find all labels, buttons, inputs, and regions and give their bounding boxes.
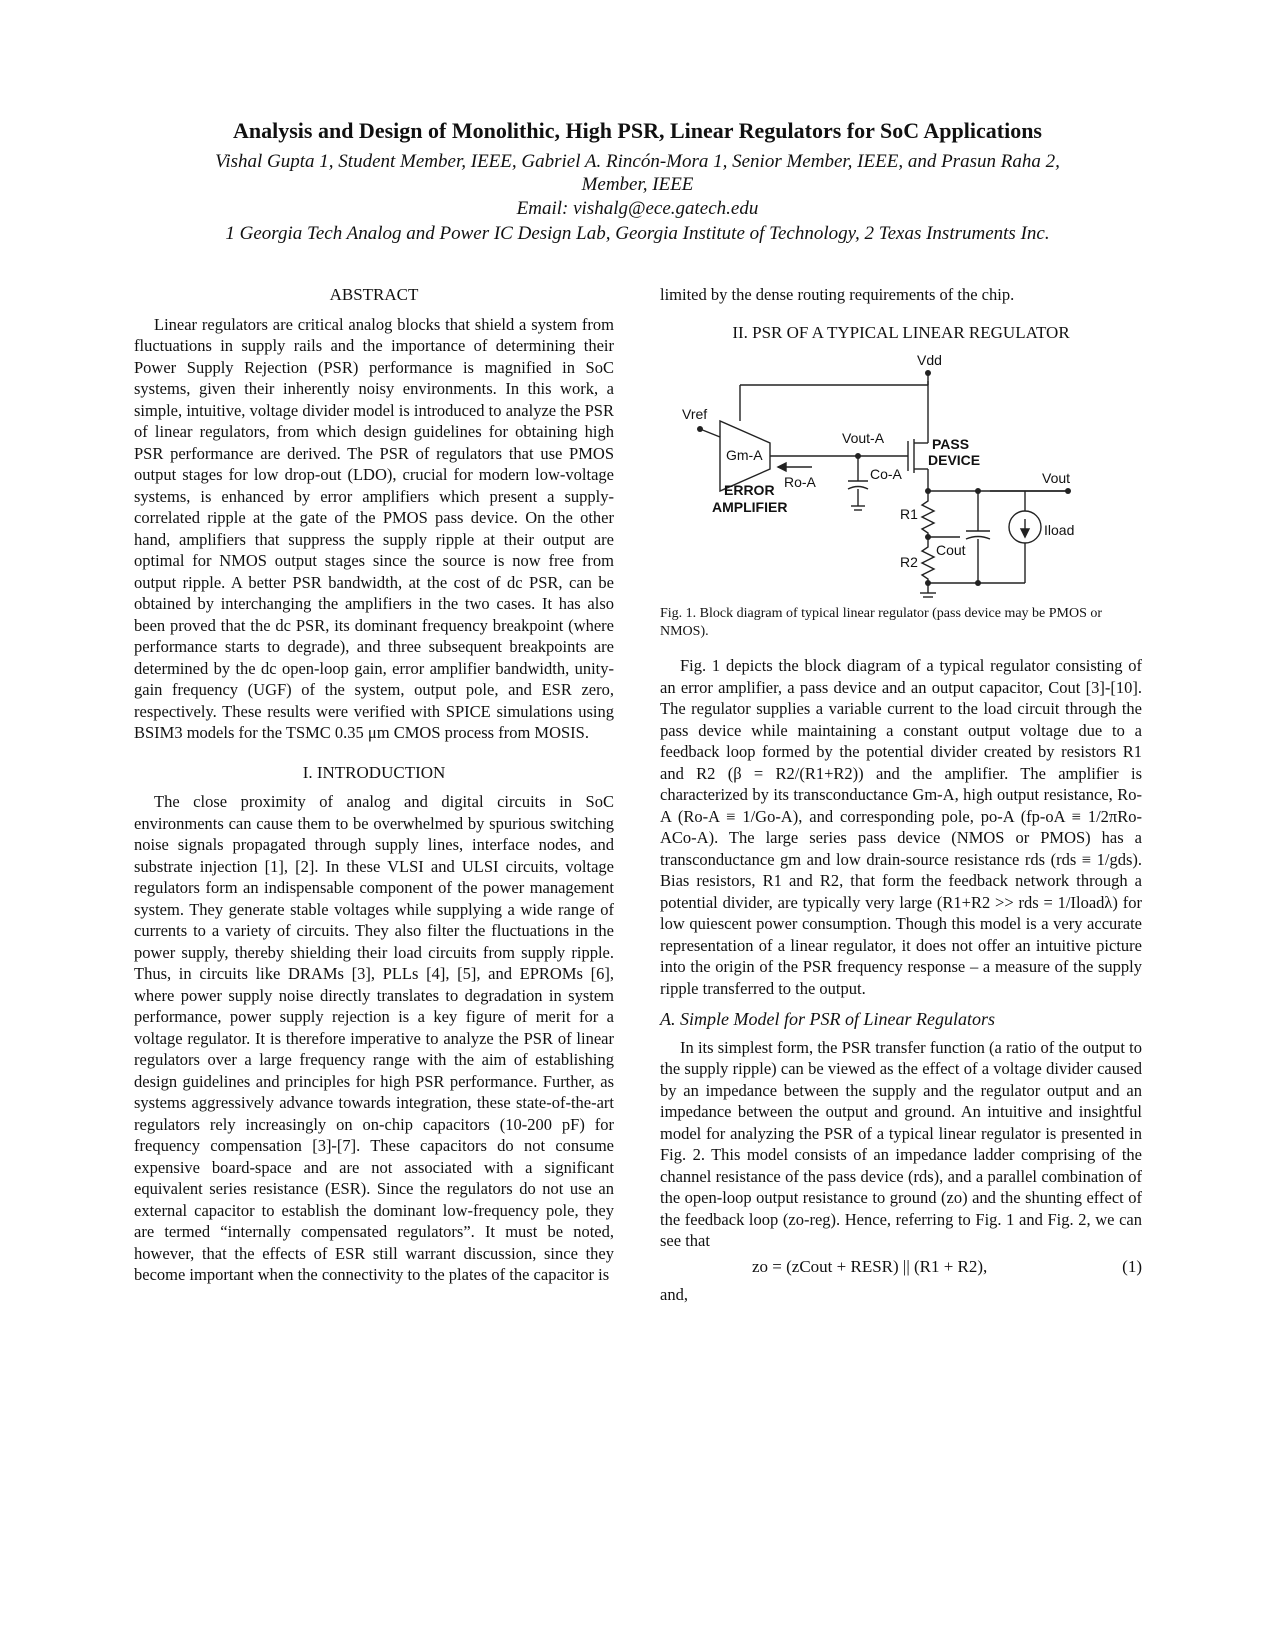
equation-1-number: (1)	[1122, 1256, 1142, 1276]
after-equation-text: and,	[660, 1284, 688, 1304]
label-vout-a: Vout-A	[842, 430, 885, 446]
left-column	[134, 284, 614, 1286]
subsection-a-heading: A. Simple Model for PSR of Linear Regulators	[660, 1009, 995, 1029]
right-column	[660, 284, 1142, 1305]
author-line-1: Vishal Gupta 1, Student Member, IEEE, Gabriel A. Rincón-Mora 1, Senior Member, IEEE, and Prasun Raha 2,	[215, 151, 1060, 173]
label-cout: Cout	[936, 542, 966, 558]
label-error: ERROR	[724, 482, 775, 498]
equation-1	[660, 1254, 1142, 1282]
label-vref: Vref	[682, 406, 708, 422]
section2-heading: II. PSR OF A TYPICAL LINEAR REGULATOR	[732, 322, 1070, 342]
label-co-a: Co-A	[870, 466, 902, 482]
label-gma: Gm-A	[726, 447, 763, 463]
label-amplifier: AMPLIFIER	[712, 499, 788, 515]
paper-title: Analysis and Design of Monolithic, High PSR, Linear Regulators for SoC Applications	[232, 118, 1042, 143]
abstract-text: Linear regulators are critical analog blocks that shield a system from fluctuations in supply rails and the importance of determining their Power Supply Rejection (PSR) performance is magnified in SoC systems, given their inherently noisy environments. In this work, a simple, intuitive, voltage divider model is introduced to analyze the PSR of linear regulators, from which design guidelines for obtaining high PSR performance are derived. The PSR of regulators that use PMOS output stages for low drop-out (LDO), crucial for modern low-voltage systems, is enhanced by error amplifiers which present a supply-correlated ripple at the gate of the PMOS pass device. On the other hand, amplifiers that suppress the supply ripple at their output are optimal for NMOS output stages since the source is now free from output ripple. A better PSR bandwidth, at the cost of dc PSR, can be obtained by interchanging the amplifiers in the two cases. It has also been proved that the dc PSR, its dominant frequency breakpoint (where performance starts to degrade), and three subsequent breakpoints are determined by the dc open-loop gain, error amplifier bandwidth, unity-gain frequency (UGF) of the system, output pole, and ESR zero, respectively. These results were verified with SPICE simulations using BSIM3 models for the TSMC 0.35 μm CMOS process from MOSIS.	[134, 314, 614, 742]
intro-continuation: limited by the dense routing requirements of the chip.	[660, 285, 1015, 304]
figure-1	[660, 351, 1142, 601]
section2-paragraph-1: Fig. 1 depicts the block diagram of a typical regulator consisting of an error amplifier, a pass device and an output capacitor, Cout [3]-[10]. The regulator supplies a variable current to the load circuit through the pass device while maintaining a constant output voltage due to a feedback loop formed by the potential divider created by resistors R1 and R2 (β = R2/(R1+R2)) and the amplifier. The amplifier is characterized by its transconductance Gm-A, high output resistance, Ro-A (Ro-A ≡ 1/Go-A), and corresponding pole, po-A (fp-oA ≡ 1/2πRo-ACo-A). The large series pass device (NMOS or PMOS) has a transconductance gm and low drain-source resistance rds (rds ≡ 1/gds). Bias resistors, R1 and R2, that form the feedback network through a potential divider, are typically very large (R1+R2 >> rds = 1/Iloadλ) for low quiescent power consumption. Though this model is a very accurate representation of a linear regulator, it does not offer an intuitive picture into the origin of the PSR frequency response – a measure of the supply ripple transferred to the output.	[660, 656, 1142, 998]
label-ro-a: Ro-A	[784, 474, 816, 490]
label-r1: R1	[900, 506, 918, 522]
intro-heading: I. INTRODUCTION	[302, 762, 446, 782]
label-iload: Iload	[1044, 522, 1075, 538]
label-pass: PASS	[932, 436, 970, 452]
label-device: DEVICE	[928, 452, 981, 468]
label-vout: Vout	[1042, 470, 1071, 486]
paper-header	[60, 118, 1215, 245]
contact-email: Email: vishalg@ece.gatech.edu	[516, 198, 759, 220]
author-line-2: Member, IEEE	[581, 174, 694, 196]
section2-paragraph-2: In its simplest form, the PSR transfer function (a ratio of the output to the supply ripple) can be viewed as the effect of a voltage divider caused by an impedance between the supply and the regulator output and an impedance between the output and ground. An intuitive and insightful model for analyzing the PSR of a typical linear regulator is presented in Fig. 2. This model consists of an impedance ladder comprising of the channel resistance of the pass device (rds), and a parallel combination of the open-loop output resistance to ground (zo) and the shunting effect of the feedback loop (zo-reg). Hence, referring to Fig. 1 and Fig. 2, we can see that	[660, 1037, 1142, 1250]
abstract-heading: ABSTRACT	[329, 285, 419, 304]
figure-1-caption: Fig. 1. Block diagram of typical linear regulator (pass device may be PMOS or NMOS).	[660, 606, 1103, 639]
label-vdd: Vdd	[917, 352, 942, 368]
label-r2: R2	[900, 554, 918, 570]
equation-1-body: zo = (zCout + RESR) || (R1 + R2),	[752, 1256, 988, 1276]
intro-text: The close proximity of analog and digital circuits in SoC environments can cause them to be overwhelmed by spurious switching noise signals propagated through supply lines, interface nodes, and substrate injection [1], [2]. In these VLSI and ULSI circuits, voltage regulators form an indispensable component of the power management system. They generate stable voltages while supplying a wide range of currents to a variety of circuits. They also filter the fluctuations in the power supply, thereby shielding their load circuits from supply ripple. Thus, in circuits like DRAMs [3], PLLs [4], [5], and EPROMs [6], where power supply noise directly translates to degradation in system performance, power supply rejection is a key figure of merit for a voltage regulator. It is therefore imperative to analyze the PSR of linear regulators over a large frequency range with the aim of establishing design guidelines and principles for high PSR performance. Further, as systems aggressively advance towards integration, these state-of-the-art regulators rely increasingly on on-chip capacitors (10-200 pF) for frequency compensation [3]-[7]. These capacitors do not consume expensive board-space and are not associated with a significant equivalent series resistance (ESR). Since the regulators do not use an external capacitor to establish the dominant low-frequency pole, they are termed “internally compensated regulators”. It must be noted, however, that the effects of ESR still warrant discussion, since they become important when the connectivity to the plates of the capacitor is	[134, 792, 614, 1284]
affiliation: 1 Georgia Tech Analog and Power IC Design Lab, Georgia Institute of Technology, 2 Texas Instruments Inc.	[225, 223, 1050, 245]
